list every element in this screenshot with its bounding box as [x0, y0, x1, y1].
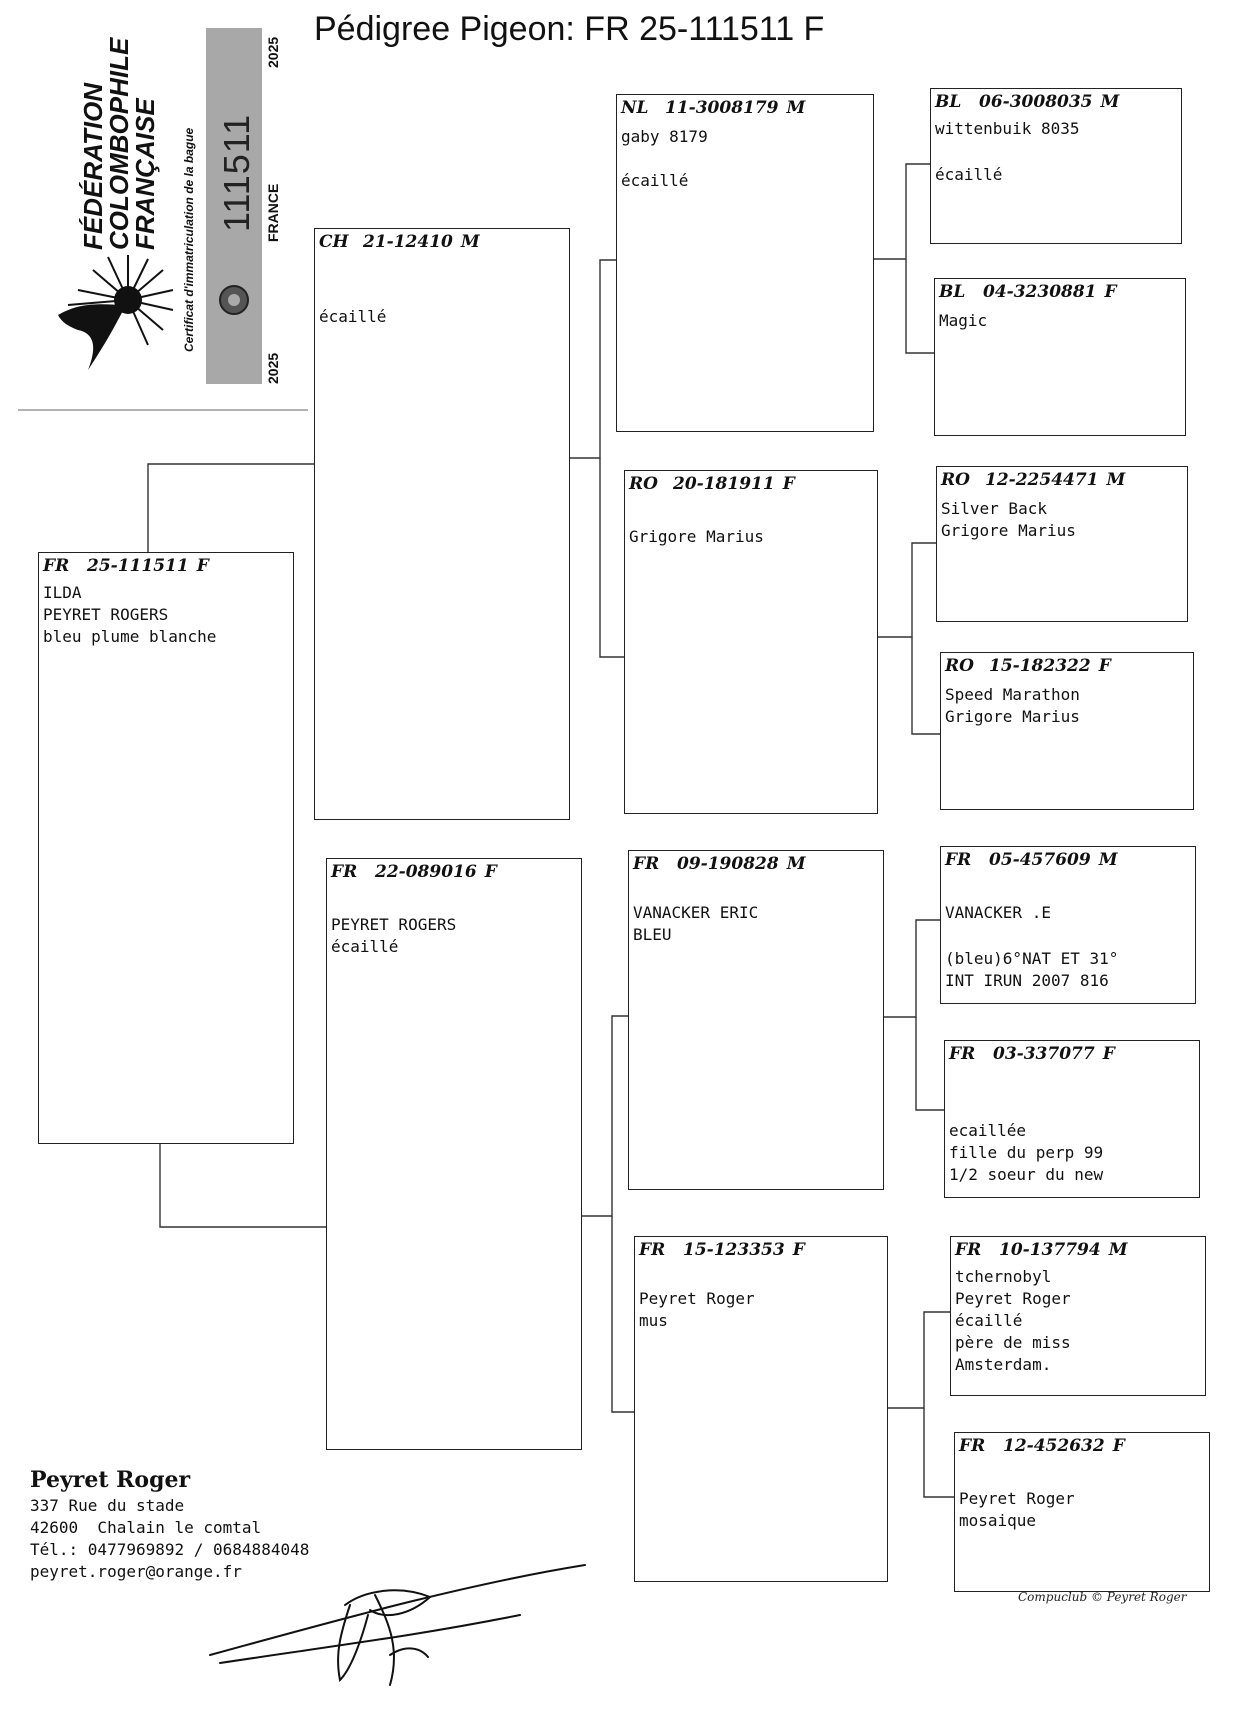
owner-email: peyret.roger@orange.fr	[30, 1562, 242, 1581]
sex: F	[1098, 656, 1111, 676]
pigeon-color: mosaique	[959, 1511, 1037, 1530]
owner-name: Peyret Roger	[30, 1467, 191, 1493]
country-code: CH	[319, 232, 349, 252]
country-code: RO	[945, 656, 974, 676]
country-code: FR	[955, 1240, 982, 1260]
ring-number: 03-337077	[993, 1044, 1095, 1064]
certificate-ring-number: 111511	[216, 113, 257, 232]
country-code: FR	[959, 1436, 986, 1456]
sex: F	[782, 474, 795, 494]
pigeon-color: écaillé	[955, 1311, 1023, 1330]
ring-number: 22-089016	[375, 862, 477, 882]
certificate-caption: Certificat d'immatriculation de la bague	[182, 127, 196, 352]
ring-header	[935, 92, 1119, 112]
ring-number: 20-181911	[673, 474, 775, 494]
pigeon-name: Speed Marathon	[945, 685, 1080, 704]
pigeon-color: mus	[639, 1311, 668, 1330]
pigeon-color: écaillé	[935, 165, 1003, 184]
certificate-country: FRANCE	[265, 183, 281, 242]
ring-header	[941, 470, 1125, 490]
pedigree-ggp-5	[940, 846, 1196, 1004]
ring-header	[959, 1436, 1125, 1456]
pigeon-owner: Grigore Marius	[629, 527, 764, 546]
sex: F	[484, 862, 497, 882]
pedigree-ggp-6	[944, 1040, 1200, 1198]
pigeon-color: ecaillée	[949, 1121, 1027, 1140]
pigeon-note: 1/2 soeur du new	[949, 1165, 1104, 1184]
ring-header	[43, 556, 209, 576]
ring-number: 10-137794	[999, 1240, 1101, 1260]
sex: M	[460, 232, 480, 252]
sex: M	[1098, 850, 1118, 870]
pigeon-note: fille du perp 99	[949, 1143, 1104, 1162]
owner-phone: Tél.: 0477969892 / 0684884048	[30, 1540, 310, 1559]
pigeon-owner: VANACKER .E	[945, 903, 1051, 922]
sex: F	[1112, 1436, 1125, 1456]
pigeon-note: (bleu)6°NAT ET 31°	[945, 949, 1119, 968]
pedigree-grandsire-maternal	[628, 850, 884, 1190]
pedigree-ggp-8	[954, 1432, 1210, 1592]
pigeon-color: bleu plume blanche	[43, 627, 217, 646]
pigeon-name: wittenbuik 8035	[935, 119, 1080, 138]
pedigree-dam	[326, 858, 582, 1450]
pedigree-grandsire-paternal	[616, 94, 874, 432]
country-code: RO	[629, 474, 658, 494]
pigeon-color: écaillé	[331, 937, 399, 956]
pedigree-ggp-7	[950, 1236, 1206, 1396]
page-title: Pédigree Pigeon: FR 25-111511 F	[314, 10, 825, 48]
pedigree-granddam-paternal	[624, 470, 878, 814]
federation-line-2: COLOMBOPHILE	[104, 37, 134, 250]
ring-number: 06-3008035	[979, 92, 1093, 112]
ring-number: 11-3008179	[665, 98, 779, 118]
pigeon-owner: Grigore Marius	[941, 521, 1076, 540]
ring-header	[633, 854, 806, 874]
ring-number: 05-457609	[989, 850, 1091, 870]
pigeon-owner: Grigore Marius	[945, 707, 1080, 726]
ring-number: 12-452632	[1003, 1436, 1105, 1456]
federation-pigeon-logo-icon	[38, 245, 188, 395]
pigeon-note: père de miss	[955, 1333, 1071, 1352]
ring-number: 15-123353	[683, 1240, 785, 1260]
country-code: FR	[633, 854, 660, 874]
sex: F	[792, 1240, 805, 1260]
certificate-year-bottom: 2025	[265, 352, 281, 384]
pigeon-note: INT IRUN 2007 816	[945, 971, 1109, 990]
ring-number: 21-12410	[363, 232, 453, 252]
country-code: FR	[639, 1240, 666, 1260]
pigeon-owner: Peyret Roger	[639, 1289, 755, 1308]
country-code: BL	[935, 92, 962, 112]
ring-header	[949, 1044, 1115, 1064]
sex: F	[1104, 282, 1117, 302]
country-code: FR	[945, 850, 972, 870]
pedigree-sire	[314, 228, 570, 820]
ring-header	[945, 656, 1111, 676]
owner-address-city: 42600 Chalain le comtal	[30, 1518, 262, 1537]
signature-icon	[200, 1555, 600, 1715]
certificate-year-top: 2025	[265, 36, 281, 68]
owner-address-street: 337 Rue du stade	[30, 1496, 185, 1515]
ring-header	[639, 1240, 805, 1260]
pigeon-name: tchernobyl	[955, 1267, 1052, 1286]
sex: F	[1102, 1044, 1115, 1064]
ring-header	[331, 862, 497, 882]
footer-credit: Compuclub © Peyret Roger	[1018, 1590, 1187, 1604]
pigeon-owner: Peyret Roger	[959, 1489, 1075, 1508]
pedigree-ggp-4	[940, 652, 1194, 810]
country-code: FR	[949, 1044, 976, 1064]
pedigree-ggp-2	[934, 278, 1186, 436]
pedigree-subject	[38, 552, 294, 1144]
sex: F	[196, 556, 209, 576]
federation-name	[80, 38, 158, 250]
sex: M	[1108, 1240, 1128, 1260]
pedigree-ggp-1	[930, 88, 1182, 244]
pigeon-color: écaillé	[621, 171, 689, 190]
ring-header	[621, 98, 805, 118]
ring-header	[319, 232, 480, 252]
ring-seal-icon	[214, 280, 254, 320]
ring-number: 04-3230881	[983, 282, 1097, 302]
pigeon-owner: VANACKER ERIC	[633, 903, 759, 922]
ring-header	[945, 850, 1118, 870]
pigeon-owner: PEYRET ROGERS	[43, 605, 169, 624]
country-code: FR	[43, 556, 70, 576]
pigeon-color: BLEU	[633, 925, 672, 944]
pigeon-owner: PEYRET ROGERS	[331, 915, 457, 934]
country-code: FR	[331, 862, 358, 882]
ring-number: 25-111511	[87, 556, 189, 576]
country-code: RO	[941, 470, 970, 490]
federation-line-3: FRANÇAISE	[130, 98, 160, 250]
pigeon-note: Amsterdam.	[955, 1355, 1052, 1374]
pigeon-name: Magic	[939, 311, 988, 330]
country-code: NL	[621, 98, 649, 118]
pigeon-owner: Peyret Roger	[955, 1289, 1071, 1308]
ring-header	[629, 474, 795, 494]
federation-line-1: FÉDÉRATION	[78, 82, 108, 250]
sex: M	[786, 854, 806, 874]
ring-header	[939, 282, 1117, 302]
pedigree-ggp-3	[936, 466, 1188, 622]
country-code: BL	[939, 282, 966, 302]
sex: M	[1106, 470, 1126, 490]
pedigree-granddam-maternal	[634, 1236, 888, 1582]
ring-number: 12-2254471	[985, 470, 1099, 490]
pigeon-name: gaby 8179	[621, 127, 708, 146]
pigeon-name: ILDA	[43, 583, 82, 602]
pigeon-color: écaillé	[319, 307, 387, 326]
ring-number: 09-190828	[677, 854, 779, 874]
sex: M	[1100, 92, 1120, 112]
header-divider	[18, 409, 308, 413]
ring-header	[955, 1240, 1128, 1260]
sex: M	[786, 98, 806, 118]
ring-number: 15-182322	[989, 656, 1091, 676]
pigeon-name: Silver Back	[941, 499, 1047, 518]
